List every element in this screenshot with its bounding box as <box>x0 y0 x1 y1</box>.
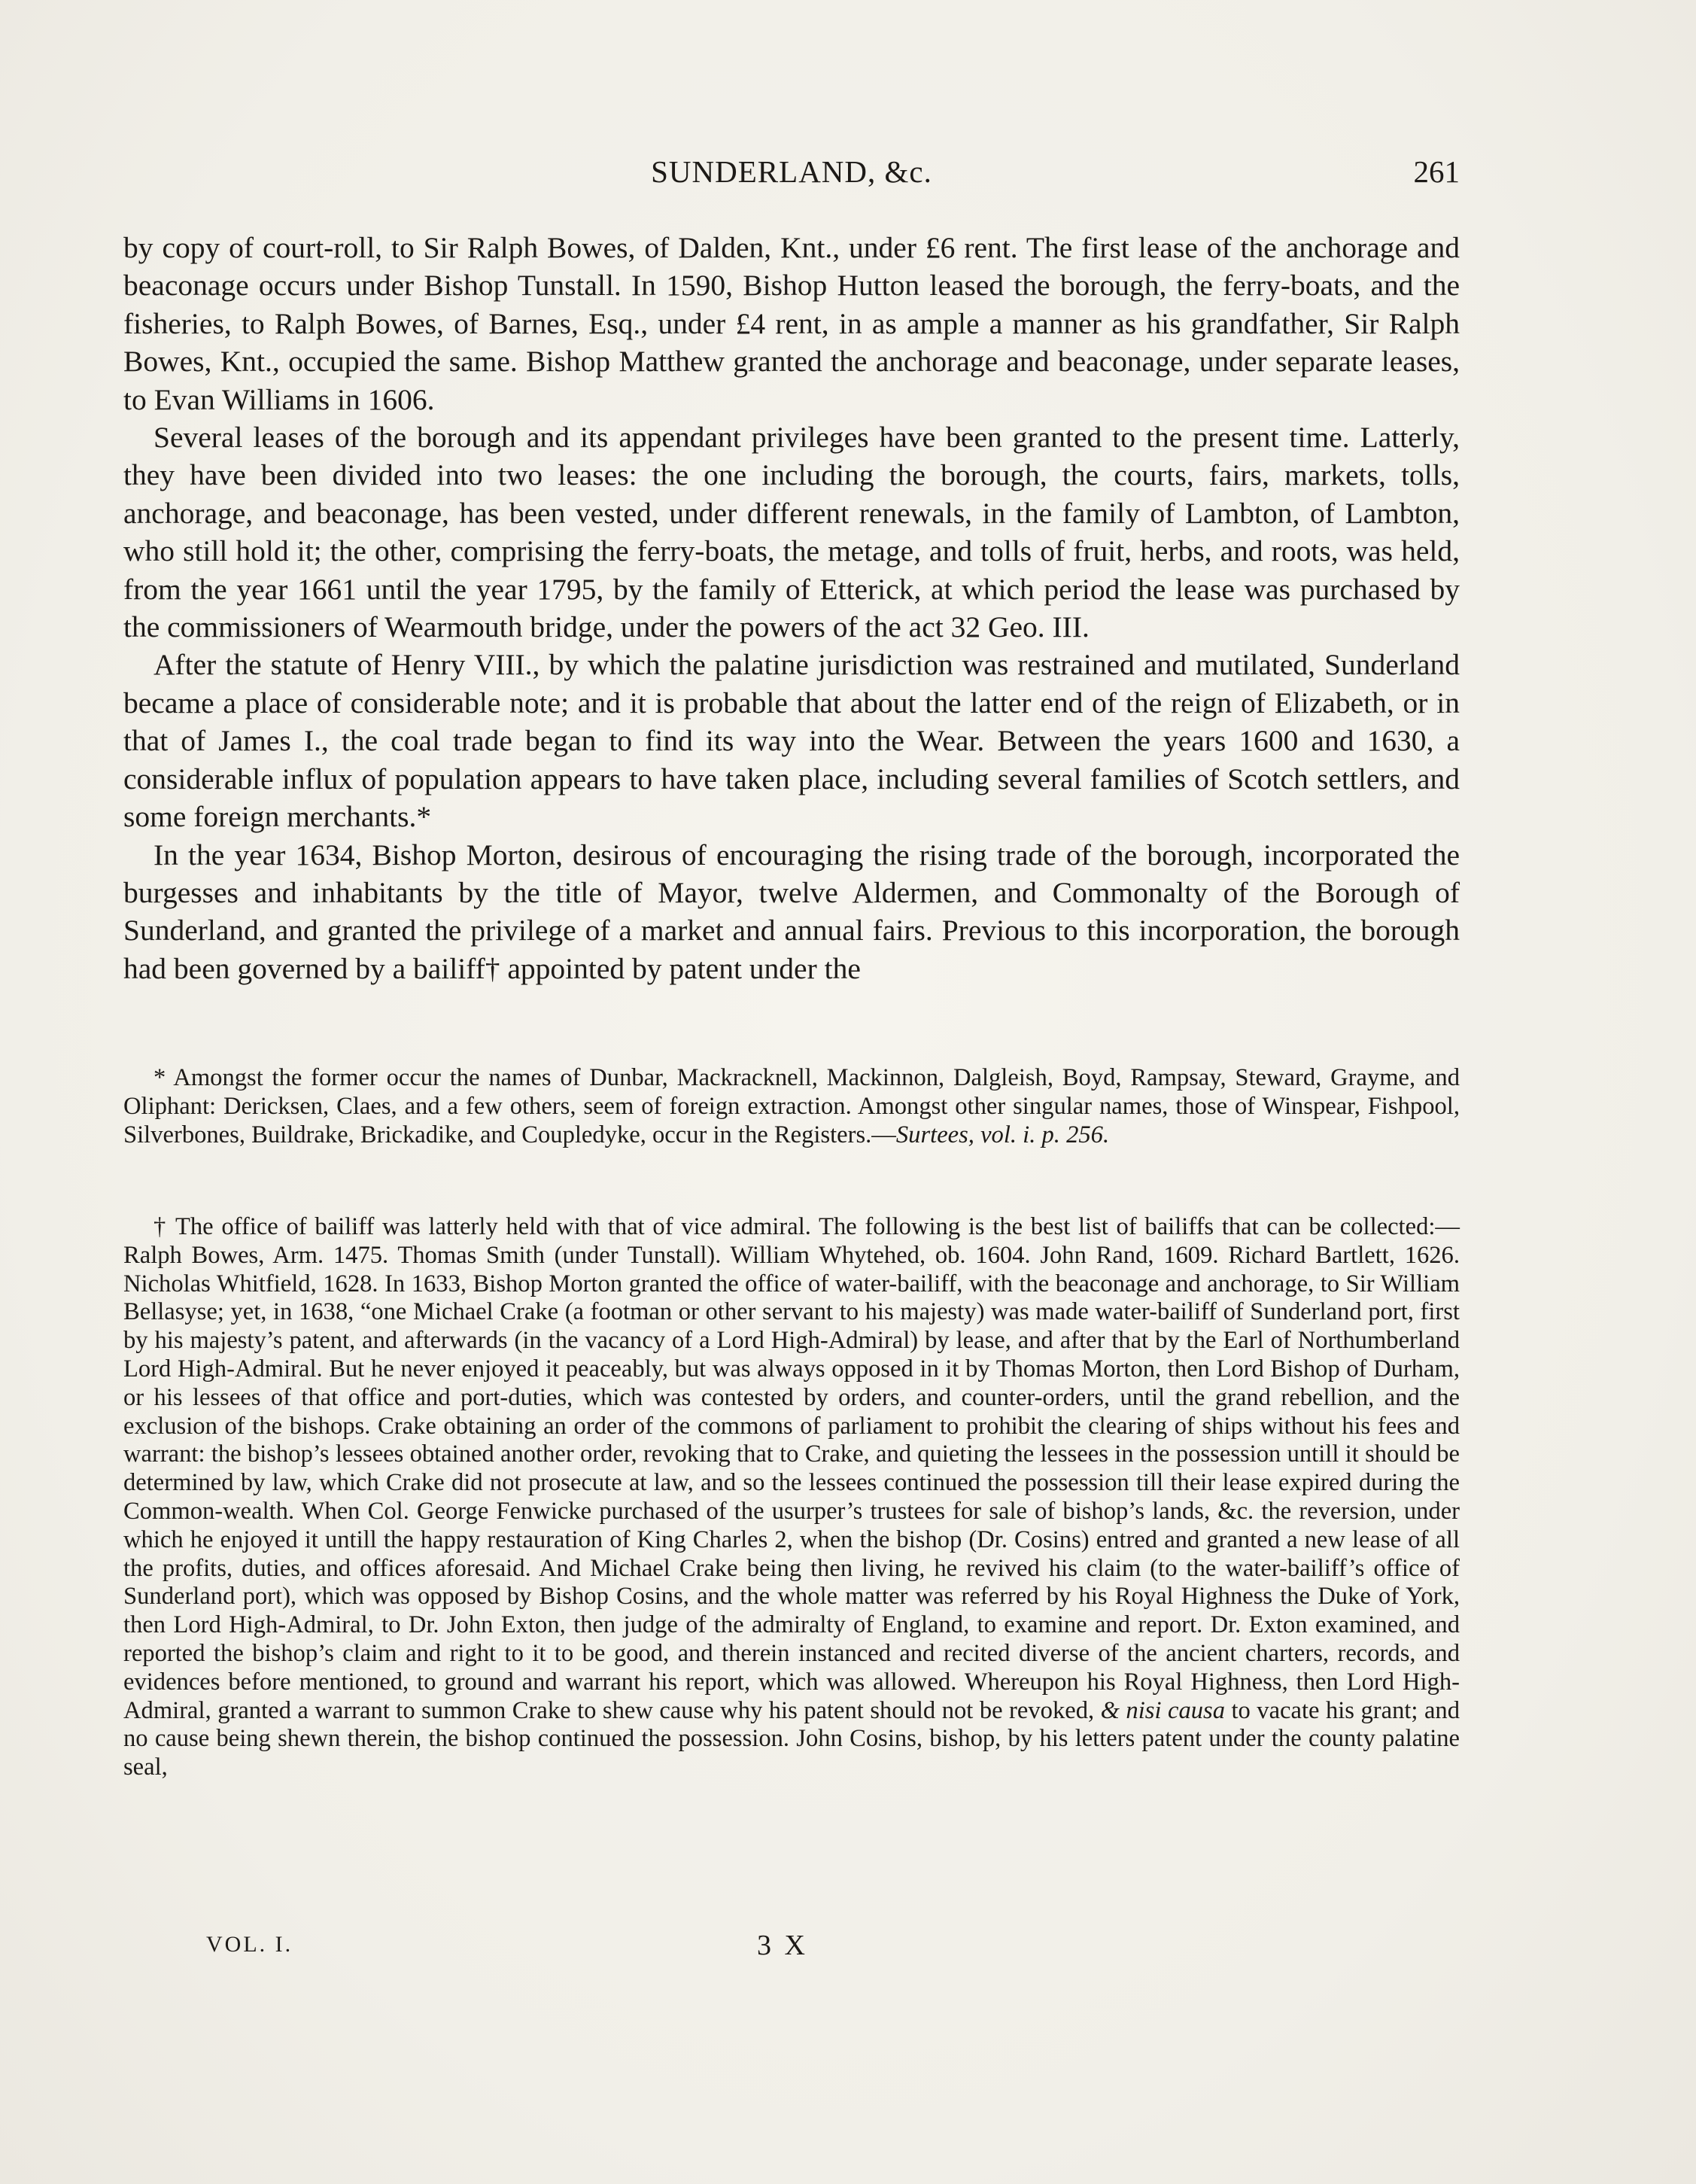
page-footer <box>206 1929 959 1962</box>
footnote-dagger-body-1: † The office of bailiff was latterly held with that of vice admiral. The following is the best list of bailiffs that can be collected:—Ralph Bowes, Arm. 1475. Thomas Smith (under Tunstall). William Whytehed, ob. 1604. John Rand, 1609. Richard Bartlett, 1626. Nicholas Whitfield, 1628. In 1633, Bishop Morton granted the office of water-bailiff, with the beaconage and anchorage, to Sir William Bellasyse; yet, in 1638, “one Michael Crake (a footman or other servant to his majesty) was made water-bailiff of Sunderland port, first by his majesty’s patent, and afterwards (in the vacancy of a Lord High-Admiral) by lease, and after that by the Earl of Northumberland Lord High-Admiral. But he never enjoyed it peaceably, but was always opposed in it by Thomas Morton, then Lord Bishop of Durham, or his lessees of that office and port-duties, which was contested by orders, and counter-orders, until the grand rebellion, and the exclusion of the bishops. Crake obtaining an order of the commons of parliament to prohibit the clearing of ships without his fees and warrant: the bishop’s lessees obtained another order, revoking that to Crake, and quieting the lessees in the possession untill it should be determined by law, which Crake did not prosecute at law, and so the lessees continued the possession till their lease expired during the Common-wealth. When Col. George Fenwicke purchased of the usurper’s trustees for sale of bishop’s lands, &c. the reversion, under which he enjoyed it untill the happy restauration of King Charles 2, when the bishop (Dr. Cosins) entred and granted a new lease of all the profits, duties, and offices aforesaid. And Michael Crake being then living, he revived his claim (to the water-bailiff’s office of Sunderland port), which was opposed by Bishop Cosins, and the whole matter was referred by his Royal Highness the Duke of York, then Lord High-Admiral, to Dr. John Exton, then judge of the admiralty of England, to examine and report. Dr. Exton examined, and reported the bishop’s claim and right to it to be good, and therein instanced and recited diverse of the ancient charters, records, and evidences before mentioned, to ground and warrant his report, which was allowed. Whereupon his Royal Highness, then Lord High-Admiral, granted a warrant to summon Crake to shew cause why his patent should not be revoked, <box>123 1213 1460 1724</box>
footnote-asterisk-body: * Amongst the former occur the names of Dunbar, Mackracknell, Mackinnon, Dalgleish, Boyd, Rampsay, Steward, Grayme, and Oliphant: Dericksen, Claes, and a few others, seem of foreign extraction. Amongst other singular names, those of Winspear, Fishpool, Silverbones, Buildrake, Brickadike, and Coupledyke, occur in the Registers.— <box>123 1064 1460 1148</box>
footnote-asterisk <box>123 1064 1460 1149</box>
footnote-dagger-text <box>123 1213 1460 1782</box>
main-text <box>123 229 1460 987</box>
paragraph-4: In the year 1634, Bishop Morton, desirous of encouraging the rising trade of the borough, incorporated the burgesses and inhabitants by the title of Mayor, twelve Aldermen, and Commonalty of the Borough of Sunderland, and granted the privilege of a market and annual fairs. Previous to this incorporation, the borough had been governed by a bailiff† appointed by patent under the <box>123 838 1460 985</box>
footnote-asterisk-text <box>123 1064 1460 1149</box>
footnote-asterisk-citation: Surtees, vol. i. p. 256. <box>895 1121 1110 1148</box>
paragraph-3: After the statute of Henry VIII., by which the palatine jurisdiction was restrained and mutilated, Sunderland became a place of considerable note; and it is probable that about the latter end of the reign of Elizabeth, or in that of James I., the coal trade began to find its way into the Wear. Between the years 1600 and 1630, a considerable influx of population appears to have taken place, including several families of Scotch settlers, and some foreign merchants.* <box>123 648 1460 834</box>
paragraph-1: by copy of court-roll, to Sir Ralph Bowes, of Dalden, Knt., under £6 rent. The first lease of the anchorage and beaconage occurs under Bishop Tunstall. In 1590, Bishop Hutton leased the borough, the ferry-boats, and the fisheries, to Ralph Bowes, of Barnes, Esq., under £4 rent, in as ample a manner as his grandfather, Sir Ralph Bowes, Knt., occupied the same. Bishop Matthew granted the anchorage and beaconage, under separate leases, to Evan Williams in 1606. <box>123 231 1460 416</box>
paragraph-2: Several leases of the borough and its appendant privileges have been granted to the present time. Latterly, they have been divided into two leases: the one including the borough, the courts, fairs, markets, tolls, anchorage, and beaconage, has been vested, under different renewals, in the family of Lambton, of Lambton, who still hold it; the other, comprising the ferry-boats, the metage, and tolls of fruit, herbs, and roots, was held, from the year 1661 until the year 1795, by the family of Etterick, at which period the lease was purchased by the commissioners of Wearmouth bridge, under the powers of the act 32 Geo. III. <box>123 421 1460 644</box>
footnote-dagger <box>123 1213 1460 1782</box>
running-title: SUNDERLAND, &c. <box>651 154 932 189</box>
signature-mark: 3 X <box>757 1930 808 1961</box>
volume-label: VOL. I. <box>206 1932 293 1957</box>
footnote-dagger-body-2: to vacate his grant; and no cause being shewn therein, the bishop continued the possession. John Cosins, bishop, by his letters patent under the county palatine seal, <box>123 1696 1460 1781</box>
footnote-dagger-italic: & nisi causa <box>1100 1696 1225 1724</box>
page-number: 261 <box>1413 154 1460 189</box>
page-header <box>123 154 1460 196</box>
